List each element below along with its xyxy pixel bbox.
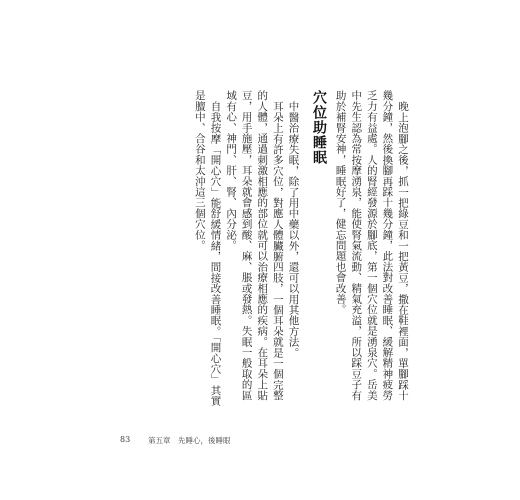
paragraph: 耳朵上有許多穴位，對應人體臟腑四肢，一個耳朵就是一個完整的人體，通過刺激相應的部位就可以治療相應的疾病。在耳朵上貼豆，用手施壓，耳朵就會感到酸、麻、脹或發熱。失眠一般取的區域有心、神門、肝、腎、內分泌。 [225, 90, 284, 401]
paragraph: 晚上泡腳之後，抓一把綠豆和一把黃豆，撒在鞋裡面，單腳踩十幾分鐘，然後換腳再踩十幾分鐘，此法對改善睡眠、緩解精神疲勞乏力有益處。人的腎經發源於腳底，第一個穴位就是湧泉穴。岳美中先生認為常按摩湧泉，能使腎氣流動、精氣充溢，所以踩豆子有助於補腎安神，睡眠好了，健忘問題也會改善。 [334, 90, 409, 401]
page-number: 83 [120, 435, 131, 444]
section-heading: 穴位助睡眠 [311, 90, 328, 165]
page-footer [0, 435, 520, 449]
body-text [191, 90, 410, 410]
paragraph: 中醫治療失眠，除了用中藥以外，還可以用其他方法。 [287, 100, 300, 358]
paragraph: 自我按摩「開心穴」能舒緩情緒，間接改善睡眠。「開心穴」其實是膻中、合谷和太沖這三個穴位。 [193, 90, 222, 406]
running-chapter-title: 第五章 先睡心，後睡眼 [148, 436, 231, 445]
